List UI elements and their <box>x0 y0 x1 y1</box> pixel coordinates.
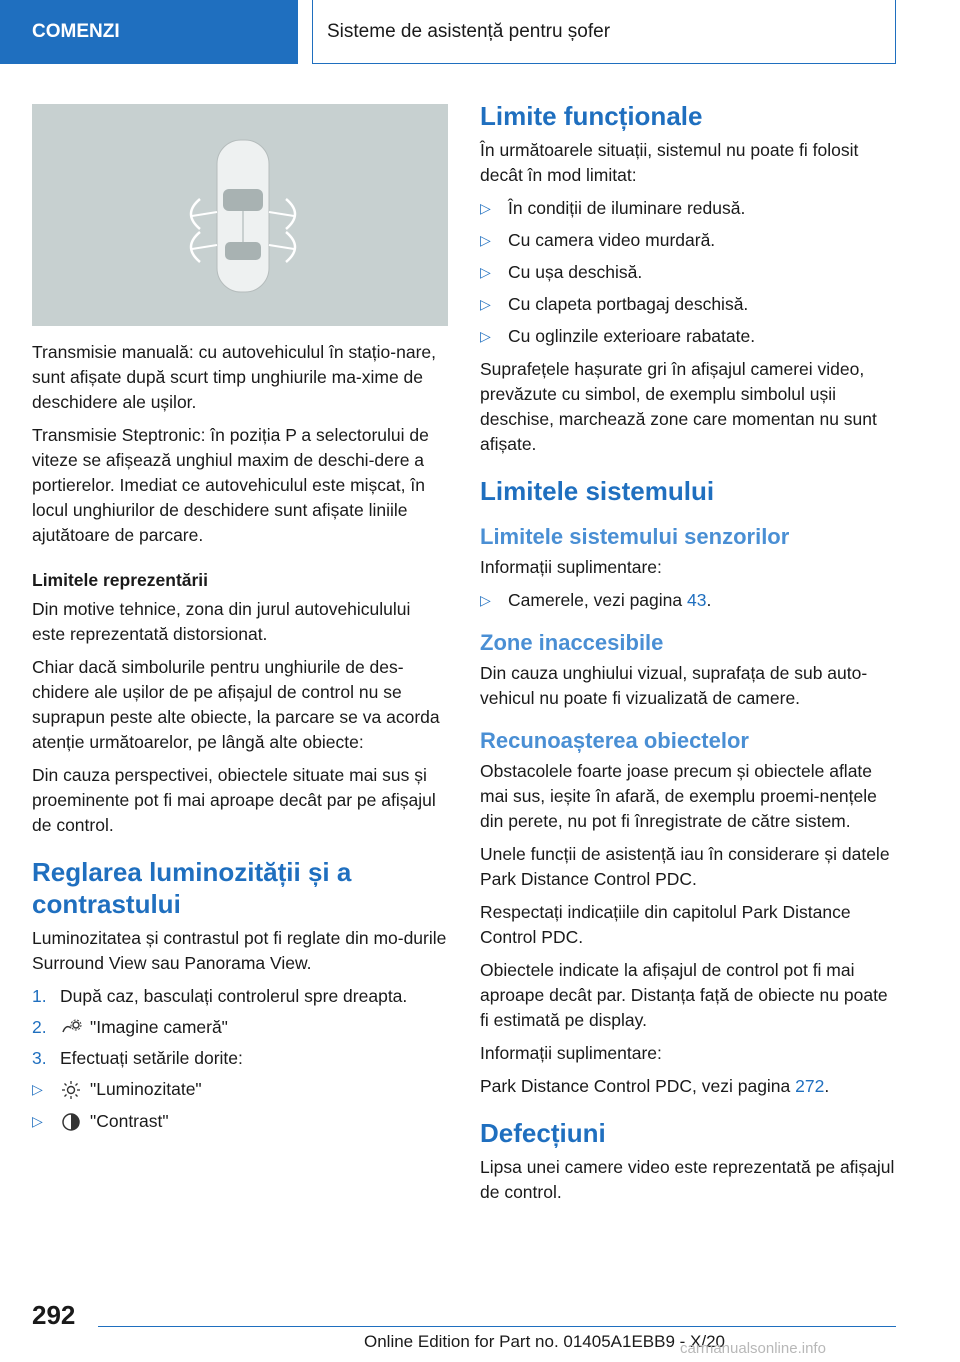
recognition-text-1: Obstacolele foarte joase precum și obiectele aflate mai sus, ieșite în afară, de exemplu proemi-nențele din perete, nu pot fi înregistrate de către sistem. <box>480 761 877 831</box>
inaccessible-zones-text: Din cauza unghiului vizual, suprafața de sub auto-vehicul nu poate fi vizualizată de camere. <box>480 663 868 708</box>
page-number: 292 <box>32 1300 76 1330</box>
list-item-text: Cu oglinzile exterioare rabatate. <box>508 326 756 346</box>
right-column <box>480 100 896 1213</box>
list-item <box>480 228 896 253</box>
step-number: 1. <box>32 986 47 1006</box>
triangle-bullet-icon: ▷ <box>480 264 491 280</box>
list-item <box>480 324 896 349</box>
section-tab <box>0 0 298 64</box>
recognition-text-3: Respectați indicațiile din capitolul Park Distance Control PDC. <box>480 902 851 947</box>
triangle-bullet-icon: ▷ <box>32 1113 43 1129</box>
car-door-angle-illustration <box>32 104 448 326</box>
triangle-bullet-icon: ▷ <box>480 200 491 216</box>
triangle-bullet-icon: ▷ <box>480 232 491 248</box>
step-item <box>32 984 448 1009</box>
page-link-43[interactable]: 43 <box>686 590 707 610</box>
list-item-text: În condiții de iluminare redusă. <box>508 198 746 218</box>
steptronic-text: Transmisie Steptronic: în poziția P a selectorului de viteze se afișează unghiul maxim de deschi-dere a portierelor. Imediat ce autovehiculul este mișcat, în locul unghiurilor de deschidere sunt afișate liniile ajutătoare de parcare. <box>32 425 429 545</box>
step-number: 2. <box>32 1017 47 1037</box>
contrast-icon <box>60 1112 82 1132</box>
list-item <box>480 292 896 317</box>
functional-limits-list <box>480 196 896 349</box>
info-text-1: Informații suplimentare: <box>480 557 662 577</box>
chapter-tab <box>312 0 896 64</box>
list-item: ▷ Camerele, vezi pagina 43. <box>480 588 896 613</box>
list-item-text: Cu clapeta portbagaj deschisă. <box>508 294 749 314</box>
limits-text-3: Din cauza perspectivei, obiectele situate mai sus și proeminente pot fi mai aproape decât par pe afișajul de control. <box>32 765 436 835</box>
triangle-bullet-icon: ▷ <box>32 1081 43 1097</box>
faults-heading: Defecțiuni <box>480 1118 606 1148</box>
step-text: După caz, basculați controlerul spre dreapta. <box>60 986 408 1006</box>
step-text: Efectuați setările dorite: <box>60 1048 243 1068</box>
brightness-contrast-text: Luminozitatea și contrastul pot fi reglate din mo-durile Surround View sau Panorama View. <box>32 928 447 973</box>
limits-heading: Limitele reprezentării <box>32 570 209 590</box>
camera-ref-text: Camerele, vezi pagina <box>508 590 687 610</box>
sub-item-brightness <box>32 1077 448 1102</box>
step-item <box>32 1015 448 1040</box>
recognition-text-4: Obiectele indicate la afișajul de control pot fi mai aproape decât par. Distanța față de obiecte nu poate fi estimată pe display. <box>480 960 888 1030</box>
pdc-ref-text: Park Distance Control PDC, vezi pagina <box>480 1076 796 1096</box>
manual-transmission-text: Transmisie manuală: cu autovehiculul în stațio-nare, sunt afișate după scurt timp unghiurile ma-xime de deschidere ale ușilor. <box>32 342 436 412</box>
functional-limits-heading: Limite funcționale <box>480 101 703 131</box>
step-text: "Imagine cameră" <box>90 1017 228 1037</box>
brightness-contrast-heading: Reglarea luminozității și a contrastului <box>32 857 352 919</box>
page-link-272[interactable]: 272 <box>795 1076 825 1096</box>
left-column <box>32 104 448 1142</box>
list-item-text: Cu ușa deschisă. <box>508 262 643 282</box>
inaccessible-zones-heading: Zone inaccesibile <box>480 630 664 655</box>
camera-settings-icon <box>60 1018 82 1038</box>
limits-text-1: Din motive tehnice, zona din jurul autovehiculului este reprezentată distorsionat. <box>32 599 411 644</box>
sub-item-text: "Luminozitate" <box>90 1079 202 1099</box>
settings-sub-list <box>32 1077 448 1134</box>
edition-text: Online Edition for Part no. 01405A1EBB9 - X/20 <box>364 1332 726 1351</box>
footer-divider <box>98 1326 896 1327</box>
chapter-title: Sisteme de asistență pentru șofer <box>327 20 611 42</box>
brightness-icon <box>60 1080 82 1100</box>
sensor-limits-heading: Limitele sistemului senzorilor <box>480 524 790 549</box>
functional-limits-text: În următoarele situații, sistemul nu poate fi folosit decât în mod limitat: <box>480 140 859 185</box>
pdc-ref-paragraph: Park Distance Control PDC, vezi pagina 272. <box>480 1076 830 1096</box>
object-recognition-heading: Recunoașterea obiectelor <box>480 728 749 753</box>
sub-item-text: "Contrast" <box>90 1111 169 1131</box>
faults-text: Lipsa unei camere video este reprezentată pe afișajul de control. <box>480 1157 895 1202</box>
list-item <box>480 196 896 221</box>
triangle-bullet-icon: ▷ <box>480 296 491 312</box>
car-top-view-icon <box>32 104 448 326</box>
sub-item-contrast <box>32 1109 448 1134</box>
limits-text-2: Chiar dacă simbolurile pentru unghiurile de des-chidere ale ușilor de pe afișajul de control nu se suprapun peste alte obiecte, la parcare se va acorda atenție următoarelor, pe lângă alte obiecte: <box>32 657 440 752</box>
camera-ref-list <box>480 588 896 613</box>
hatched-areas-text: Suprafețele hașurate gri în afișajul camerei video, prevăzute cu simbol, de exemplu simbolul ușii deschise, marchează zone care momentan nu sunt afișate. <box>480 359 877 454</box>
list-item <box>480 260 896 285</box>
list-item-text: Cu camera video murdară. <box>508 230 716 250</box>
step-number: 3. <box>32 1048 47 1068</box>
info-text-2: Informații suplimentare: <box>480 1043 662 1063</box>
system-limits-heading: Limitele sistemului <box>480 476 715 506</box>
step-item <box>32 1046 448 1071</box>
steps-list <box>32 984 448 1071</box>
triangle-bullet-icon: ▷ <box>480 592 491 608</box>
watermark: carmanualsonline.info <box>680 1340 826 1357</box>
triangle-bullet-icon: ▷ <box>480 328 491 344</box>
recognition-text-2: Unele funcții de asistență iau în considerare și datele Park Distance Control PDC. <box>480 844 890 889</box>
section-title: COMENZI <box>32 21 120 42</box>
